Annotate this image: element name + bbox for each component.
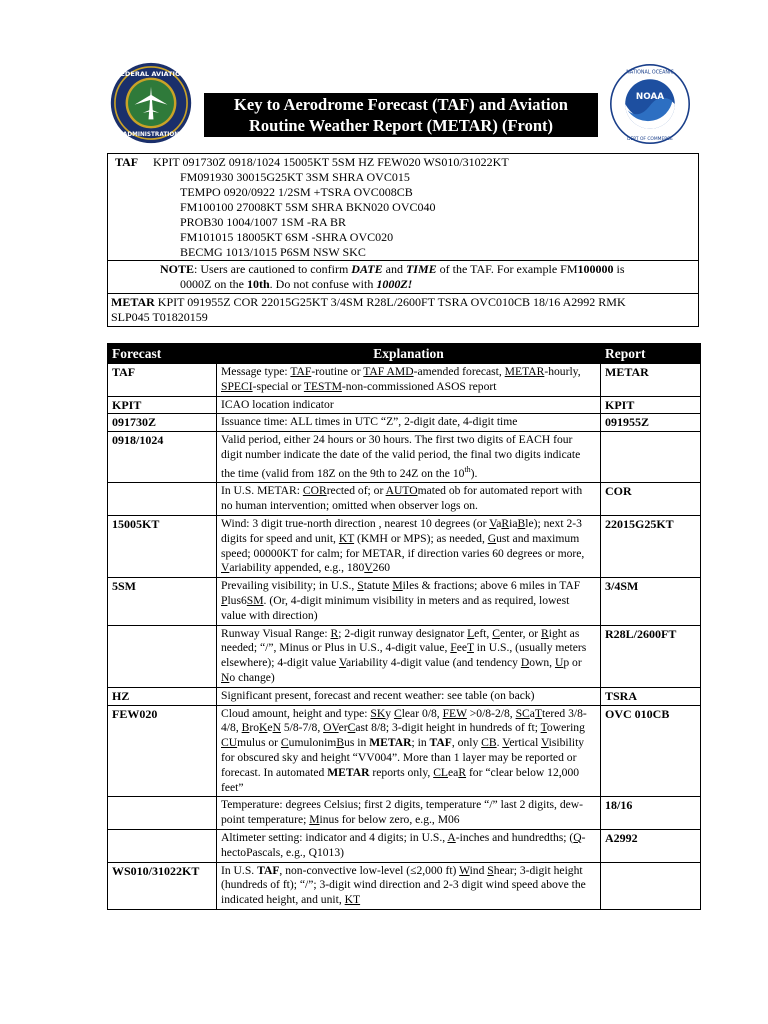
report-cell: KPIT bbox=[601, 396, 701, 414]
report-cell: A2992 bbox=[601, 829, 701, 862]
taf-label: TAF bbox=[115, 155, 139, 169]
forecast-cell bbox=[108, 483, 217, 516]
explanation-cell: Issuance time: ALL times in UTC “Z”, 2-digit date, 4-digit time bbox=[217, 414, 601, 432]
forecast-cell: 091730Z bbox=[108, 414, 217, 432]
taf-line: FM101015 18005KT 6SM -SHRA OVC020 bbox=[180, 230, 394, 244]
table-row bbox=[108, 797, 701, 830]
table-header-row bbox=[108, 344, 701, 364]
report-cell: 3/4SM bbox=[601, 578, 701, 625]
column-header-explanation: Explanation bbox=[217, 344, 601, 364]
report-cell: METAR bbox=[601, 364, 701, 397]
table-row bbox=[108, 862, 701, 909]
report-cell: COR bbox=[601, 483, 701, 516]
note-line-2: 0000Z on the 10th. Do not confuse with 1000Z! bbox=[180, 277, 413, 291]
svg-text:ADMINISTRATION: ADMINISTRATION bbox=[122, 131, 180, 138]
explanation-cell: ICAO location indicator bbox=[217, 396, 601, 414]
faa-seal-logo bbox=[110, 62, 192, 144]
forecast-cell bbox=[108, 625, 217, 687]
explanation-cell: Valid period, either 24 hours or 30 hours. The first two digits of EACH four digit number indicate the date of the valid period, the final two digits indicate the time (valid from 18Z on the 9th to 24Z on the 10th). bbox=[217, 432, 601, 483]
table-row bbox=[108, 516, 701, 578]
forecast-cell: WS010/31022KT bbox=[108, 862, 217, 909]
forecast-cell bbox=[108, 829, 217, 862]
explanation-cell: Cloud amount, height and type: SKy Clear 0/8, FEW >0/8-2/8, SCaTtered 3/8-4/8, BroKeN 5/8-7/8, OVerCast 8/8; 3-digit height in hundreds of ft; Towering CUmulus or CumulonimBus in METAR; in TAF, only CB. Vertical Visibility for obscured sky and height “VV004”. More than 1 layer may be reported or forecast. In automated METAR reports only, CLeaR for “clear below 12,000 feet” bbox=[217, 705, 601, 797]
report-cell bbox=[601, 862, 701, 909]
taf-line: BECMG 1013/1015 P6SM NSW SKC bbox=[180, 245, 366, 259]
table-row bbox=[108, 432, 701, 483]
report-cell: TSRA bbox=[601, 687, 701, 705]
svg-text:NOAA: NOAA bbox=[635, 92, 665, 103]
explanation-cell: Message type: TAF-routine or TAF AMD-amended forecast, METAR-hourly, SPECI-special or TESTM-non-commissioned ASOS report bbox=[217, 364, 601, 397]
report-cell: 091955Z bbox=[601, 414, 701, 432]
report-cell: 18/16 bbox=[601, 797, 701, 830]
key-table bbox=[107, 343, 701, 910]
forecast-cell: 15005KT bbox=[108, 516, 217, 578]
explanation-cell: Wind: 3 digit true-north direction , nearest 10 degrees (or VaRiaBle); next 2-3 digits for speed and unit, KT (KMH or MPS); as needed, Gust and maximum speed; 00000KT for calm; for METAR, if direction varies 60 degrees or more, Variability appended, e.g., 180V260 bbox=[217, 516, 601, 578]
taf-line: FM100100 27008KT 5SM SHRA BKN020 OVC040 bbox=[180, 200, 436, 214]
table-row bbox=[108, 687, 701, 705]
page-title bbox=[204, 93, 598, 137]
forecast-cell: 5SM bbox=[108, 578, 217, 625]
explanation-cell: Altimeter setting: indicator and 4 digits; in U.S., A-inches and hundredths; (Q-hectoPascals, e.g., Q1013) bbox=[217, 829, 601, 862]
forecast-cell: TAF bbox=[108, 364, 217, 397]
table-row bbox=[108, 705, 701, 797]
column-header-report: Report bbox=[601, 344, 701, 364]
table-row bbox=[108, 414, 701, 432]
taf-line-1: KPIT 091730Z 0918/1024 15005KT 5SM HZ FEW020 WS010/31022KT bbox=[153, 155, 509, 169]
forecast-cell: FEW020 bbox=[108, 705, 217, 797]
explanation-cell: In U.S. METAR: CORrected of; or AUTOmated ob for automated report with no human intervention; omitted when observer logs on. bbox=[217, 483, 601, 516]
taf-example-section bbox=[108, 154, 698, 261]
taf-line: PROB30 1004/1007 1SM -RA BR bbox=[180, 215, 347, 229]
svg-text:NATIONAL OCEANIC: NATIONAL OCEANIC bbox=[626, 70, 674, 76]
forecast-cell: HZ bbox=[108, 687, 217, 705]
forecast-cell bbox=[108, 797, 217, 830]
explanation-cell: Significant present, forecast and recent weather: see table (on back) bbox=[217, 687, 601, 705]
report-cell: OVC 010CB bbox=[601, 705, 701, 797]
svg-text:DEPT OF COMMERCE: DEPT OF COMMERCE bbox=[627, 137, 673, 142]
metar-line-1: METAR KPIT 091955Z COR 22015G25KT 3/4SM R28L/2600FT TSRA OVC010CB 18/16 A2992 RMK bbox=[111, 295, 626, 309]
taf-line: FM091930 30015G25KT 3SM SHRA OVC015 bbox=[180, 170, 410, 184]
forecast-cell: 0918/1024 bbox=[108, 432, 217, 483]
table-row bbox=[108, 625, 701, 687]
taf-line: TEMPO 0920/0922 1/2SM +TSRA OVC008CB bbox=[180, 185, 413, 199]
report-cell: 22015G25KT bbox=[601, 516, 701, 578]
title-line-1: Key to Aerodrome Forecast (TAF) and Aviation bbox=[234, 95, 568, 114]
title-line-2: Routine Weather Report (METAR) (Front) bbox=[249, 116, 553, 135]
example-box bbox=[107, 153, 699, 327]
report-cell: R28L/2600FT bbox=[601, 625, 701, 687]
explanation-cell: In U.S. TAF, non-convective low-level (≤2,000 ft) Wind Shear; 3-digit height (hundreds of ft); “/”; 3-digit wind direction and 2-3 digit wind speed above the indicated height, and unit, KT bbox=[217, 862, 601, 909]
report-cell bbox=[601, 432, 701, 483]
table-row bbox=[108, 364, 701, 397]
table-row bbox=[108, 483, 701, 516]
explanation-cell: Prevailing visibility; in U.S., Statute Miles & fractions; above 6 miles in TAF Plus6SM. (Or, 4-digit minimum visibility in meters and as required, lowest value with direction) bbox=[217, 578, 601, 625]
column-header-forecast: Forecast bbox=[108, 344, 217, 364]
forecast-cell: KPIT bbox=[108, 396, 217, 414]
note-section bbox=[108, 260, 698, 294]
explanation-cell: Runway Visual Range: R; 2-digit runway designator Left, Center, or Right as needed; “/”, Minus or Plus in U.S., 4-digit value, FeeT in U.S., (usually meters elsewhere); 4-digit value Variability 4-digit value (and tendency Down, Up or No change) bbox=[217, 625, 601, 687]
note-line-1: NOTE: Users are cautioned to confirm DATE and TIME of the TAF. For example FM100000 is bbox=[160, 262, 625, 276]
table-row bbox=[108, 578, 701, 625]
table-row bbox=[108, 829, 701, 862]
noaa-seal-logo bbox=[610, 64, 690, 144]
svg-text:FEDERAL AVIATION: FEDERAL AVIATION bbox=[115, 69, 187, 78]
metar-line-2: SLP045 T01820159 bbox=[111, 310, 208, 324]
table-row bbox=[108, 396, 701, 414]
explanation-cell: Temperature: degrees Celsius; first 2 digits, temperature “/” last 2 digits, dew-point temperature; Minus for below zero, e.g., M06 bbox=[217, 797, 601, 830]
